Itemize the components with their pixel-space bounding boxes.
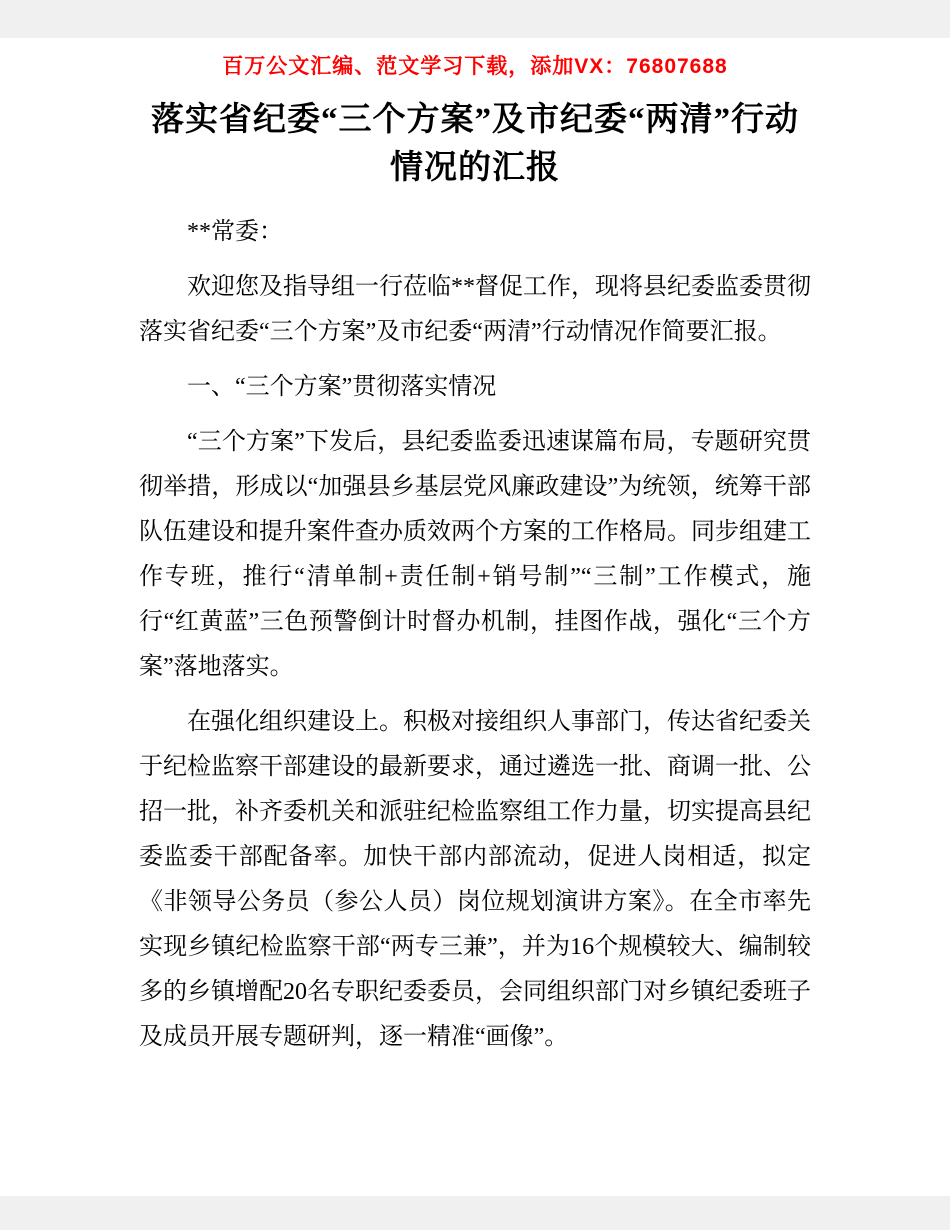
heading-section-1: 一、“三个方案”贯彻落实情况 [187, 374, 497, 400]
paragraph-organization-building: 在强化组织建设上。积极对接组织人事部门，传达省纪委关于纪检监察干部建设的最新要求，通过遴选一批、商调一批、公招一批，补齐委机关和派驻纪检监察组工作力量，切实提高县纪委监委干部配备率。加快干部内部流动，促进人岗相适，拟定《非领导公务员（参公人员）岗位规划演讲方案》。在全市率先实现乡镇纪检监察干部“两专三兼”，并为16个规模较大、编制较多的乡镇增配20名专职纪委委员，会同组织部门对乡镇纪委班子及成员开展专题研判，逐一精准“画像”。 [139, 709, 811, 1050]
paragraph-salutation: **常委： [187, 219, 283, 245]
document-title: 落实省纪委“三个方案”及市纪委“两清”行动情况的汇报 [151, 102, 799, 186]
bottom-edge-bar [0, 1196, 950, 1230]
document-body [139, 96, 811, 1070]
paragraph-intro: 欢迎您及指导组一行莅临**督促工作，现将县纪委监委贯彻落实省纪委“三个方案”及市纪委“两清”行动情况作简要汇报。 [139, 274, 811, 345]
top-edge-bar [0, 0, 950, 38]
paragraph-section-1-body: “三个方案”下发后，县纪委监委迅速谋篇布局，专题研究贯彻举措，形成以“加强县乡基层党风廉政建设”为统领，统筹干部队伍建设和提升案件查办质效两个方案的工作格局。同步组建工作专班，推行“清单制+责任制+销号制”“三制”工作模式，施行“红黄蓝”三色预警倒计时督办机制，挂图作战，强化“三个方案”落地落实。 [139, 429, 811, 680]
watermark-text: 百万公文汇编、范文学习下载，添加VX：76807688 [222, 55, 728, 78]
